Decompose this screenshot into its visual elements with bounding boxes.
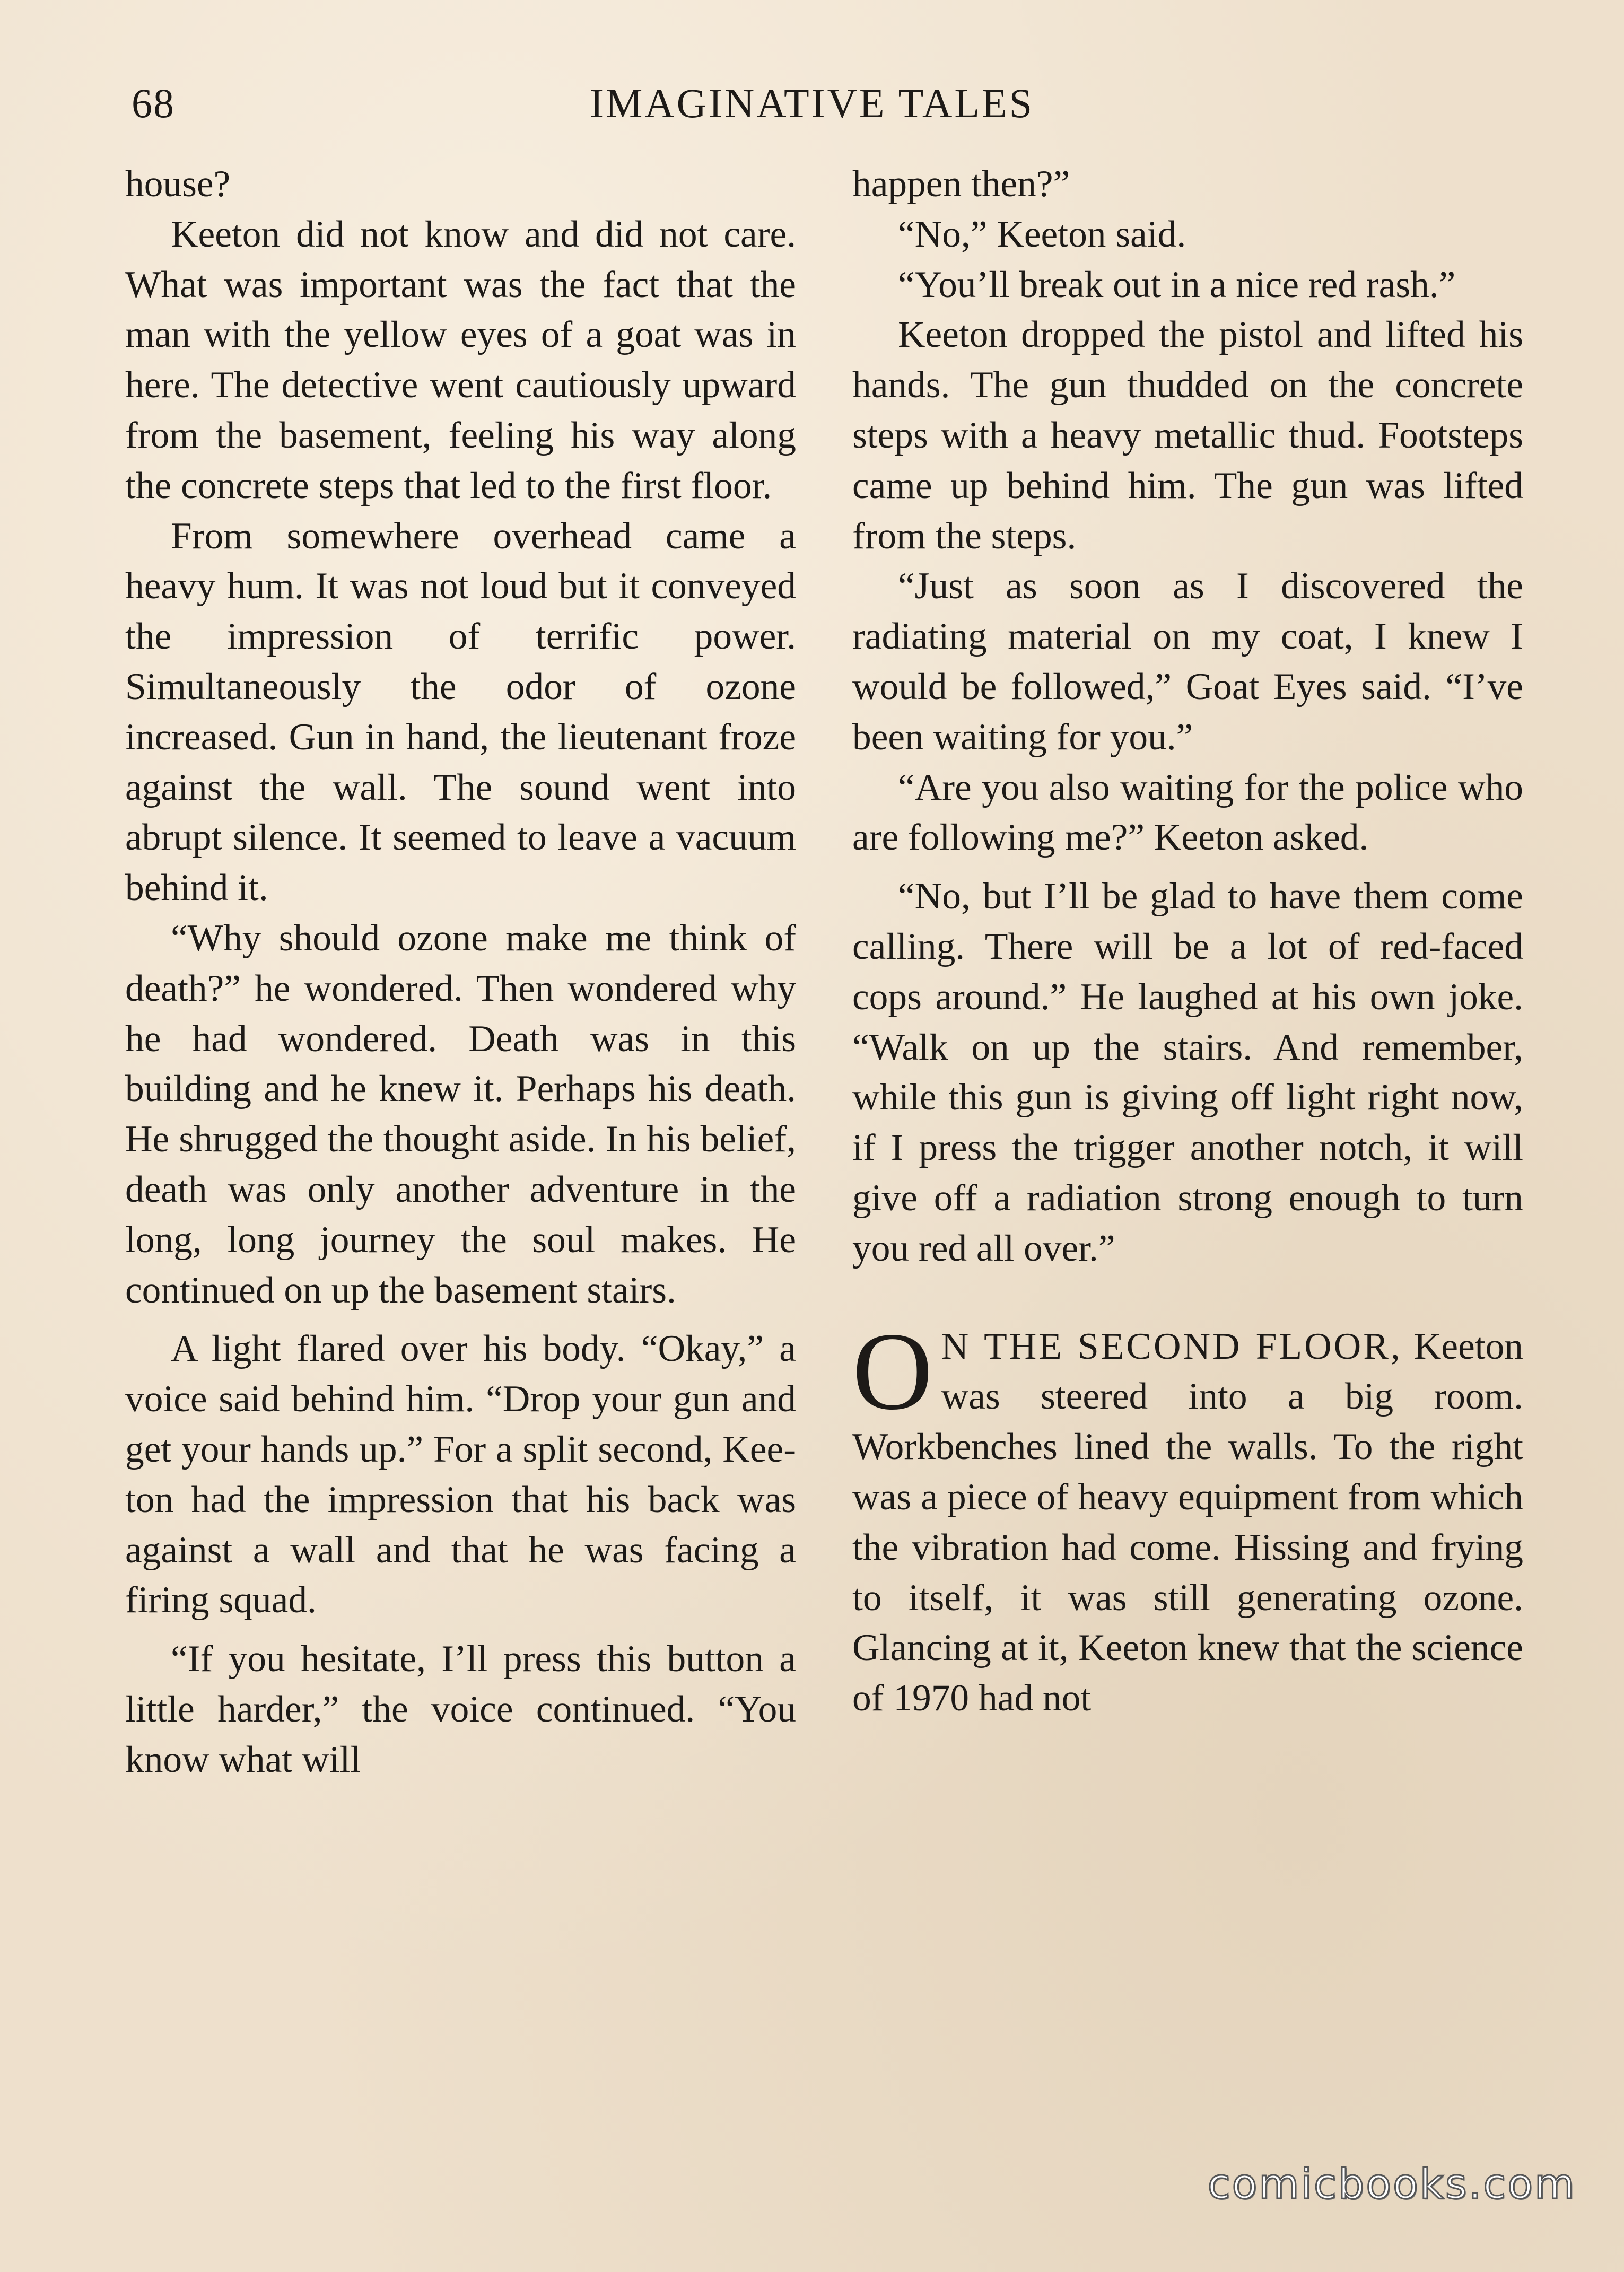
left-column (125, 159, 796, 1785)
paragraph: “No,” Keeton said. (898, 213, 1186, 255)
watermark: comicbooks.com (1207, 2161, 1576, 2208)
paragraph: A light flared over his body. “Okay,” a voice said behind him. “Drop your gun and get your hands up.” For a split second, Keeton had the impression that his back was against a wall and that he was facing a firing squad. (125, 1327, 796, 1621)
drop-cap: O (852, 1309, 933, 1433)
right-column (852, 159, 1523, 1724)
paragraph: “You’ll break out in a nice red rash.” (898, 263, 1456, 305)
paragraph: “Why should ozone make me think of death?” he wondered. Then wondered why he had wondered. Death was in this building and he knew it. Perhaps his death. He shrugged the thought aside. In his belief, death was only another adventure in the long, long journey the soul makes. He continued on up the basement stairs. (125, 916, 796, 1311)
paragraph: From somewhere overhead came a heavy hum. It was not loud but it conveyed the impression of terrific power. Simultaneously the odor of ozone increased. Gun in hand, the lieutenant froze against the wall. The sound went into abrupt silence. It seemed to leave a vacuum behind it. (125, 514, 796, 909)
paragraph: house? (125, 163, 231, 205)
paragraph: happen then?” (852, 163, 1070, 205)
section-text: Keeton was steered into a big room. Workbenches lined the walls. To the right was a piece of heavy equipment from which the vibration had come. Hissing and frying to itself, it was still generating ozone. Glancing at it, Keeton knew that the science of 1970 had not (852, 1325, 1523, 1719)
page-number: 68 (132, 80, 175, 126)
section-lead-in: N THE SECOND FLOOR, (941, 1325, 1402, 1367)
paragraph: Keeton did not know and did not care. What was important was the fact that the man with the yellow eyes of a goat was in here. The detective went cautiously upward from the basement, feeling his way along the concrete steps that led to the first floor. (125, 213, 796, 506)
section-opening-paragraph (852, 1309, 1523, 1724)
paragraph: “Just as soon as I discovered the radiating material on my coat, I knew I would be followed,” Goat Eyes said. “I’ve been waiting for you.” (852, 565, 1523, 758)
paragraph: “If you hesitate, I’ll press this button a little harder,” the voice continued. “You know what will (125, 1638, 796, 1780)
running-head: IMAGINATIVE TALES (589, 80, 1035, 126)
section-break (852, 1274, 1523, 1322)
paragraph: “Are you also waiting for the police who are following me?” Keeton asked. (852, 766, 1523, 859)
paragraph: “No, but I’ll be glad to have them come calling. There will be a lot of red-faced cops around.” He laughed at his own joke. “Walk on up the stairs. And remember, while this gun is giving off light right now, if I press the trigger another notch, it will give off a radiation strong enough to turn you red all over.” (852, 875, 1523, 1269)
paragraph: Keeton dropped the pistol and lifted his hands. The gun thudded on the concrete steps with a heavy metallic thud. Footsteps came up behind him. The gun was lifted from the steps. (852, 313, 1523, 557)
